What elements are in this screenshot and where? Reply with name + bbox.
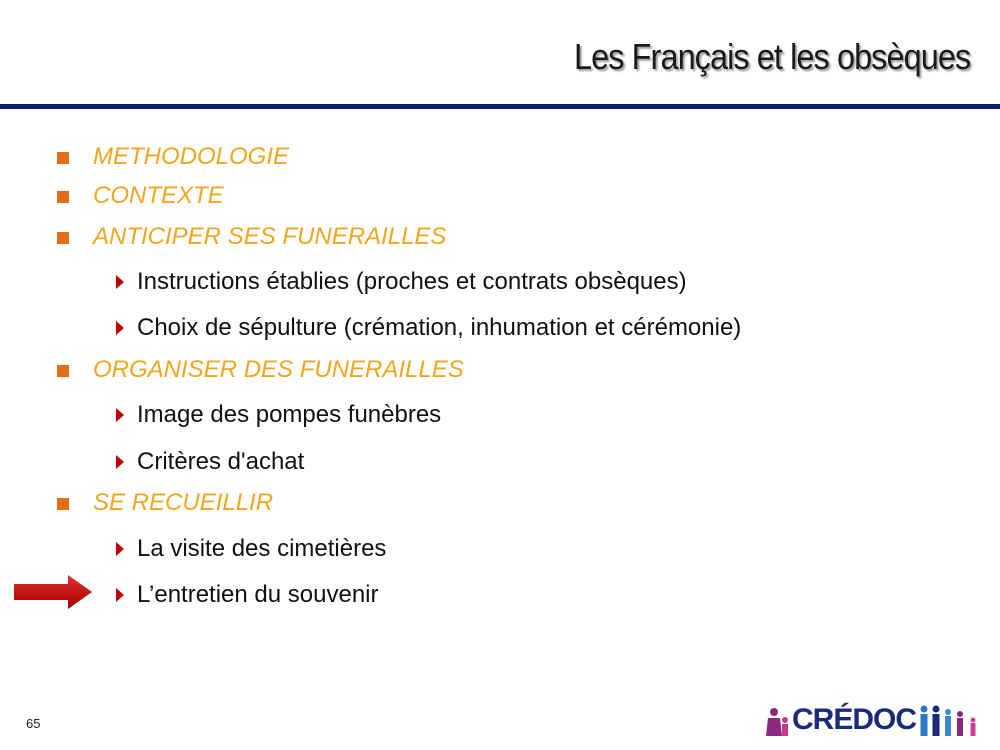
credoc-logo (766, 700, 986, 742)
people-icon (918, 704, 982, 740)
section-label: ORGANISER DES FUNERAILLES (93, 356, 464, 383)
sub-item-label: Critères d'achat (137, 448, 305, 475)
slide-title: Les Français et les obsèques (573, 36, 970, 77)
sub-item-label: Instructions établies (proches et contrats obsèques) (137, 268, 687, 295)
section-label: METHODOLOGIE (93, 143, 290, 170)
sub-item-label: Choix de sépulture (crémation, inhumation et cérémonie) (137, 314, 742, 341)
section-label: SE RECUEILLIR (93, 489, 274, 516)
logo-wordmark: CRÉDOC (792, 703, 917, 736)
section-label: ANTICIPER SES FUNERAILLES (93, 223, 447, 250)
sub-item-label: La visite des cimetières (137, 535, 387, 562)
square-bullet-icon (57, 152, 69, 164)
title-divider (0, 104, 1000, 109)
square-bullet-icon (57, 191, 69, 203)
triangle-bullet-icon (116, 588, 124, 602)
square-bullet-icon (57, 498, 69, 510)
page-number: 65 (26, 716, 41, 731)
section-label: CONTEXTE (93, 182, 224, 209)
right-arrow-icon (14, 574, 94, 610)
sub-item-label: Image des pompes funèbres (137, 401, 442, 428)
triangle-bullet-icon (116, 408, 124, 422)
sub-item-label: L’entretien du souvenir (137, 581, 379, 608)
triangle-bullet-icon (116, 455, 124, 469)
family-icon (766, 706, 790, 738)
triangle-bullet-icon (116, 542, 124, 556)
square-bullet-icon (57, 365, 69, 377)
triangle-bullet-icon (116, 321, 124, 335)
triangle-bullet-icon (116, 275, 124, 289)
square-bullet-icon (57, 232, 69, 244)
